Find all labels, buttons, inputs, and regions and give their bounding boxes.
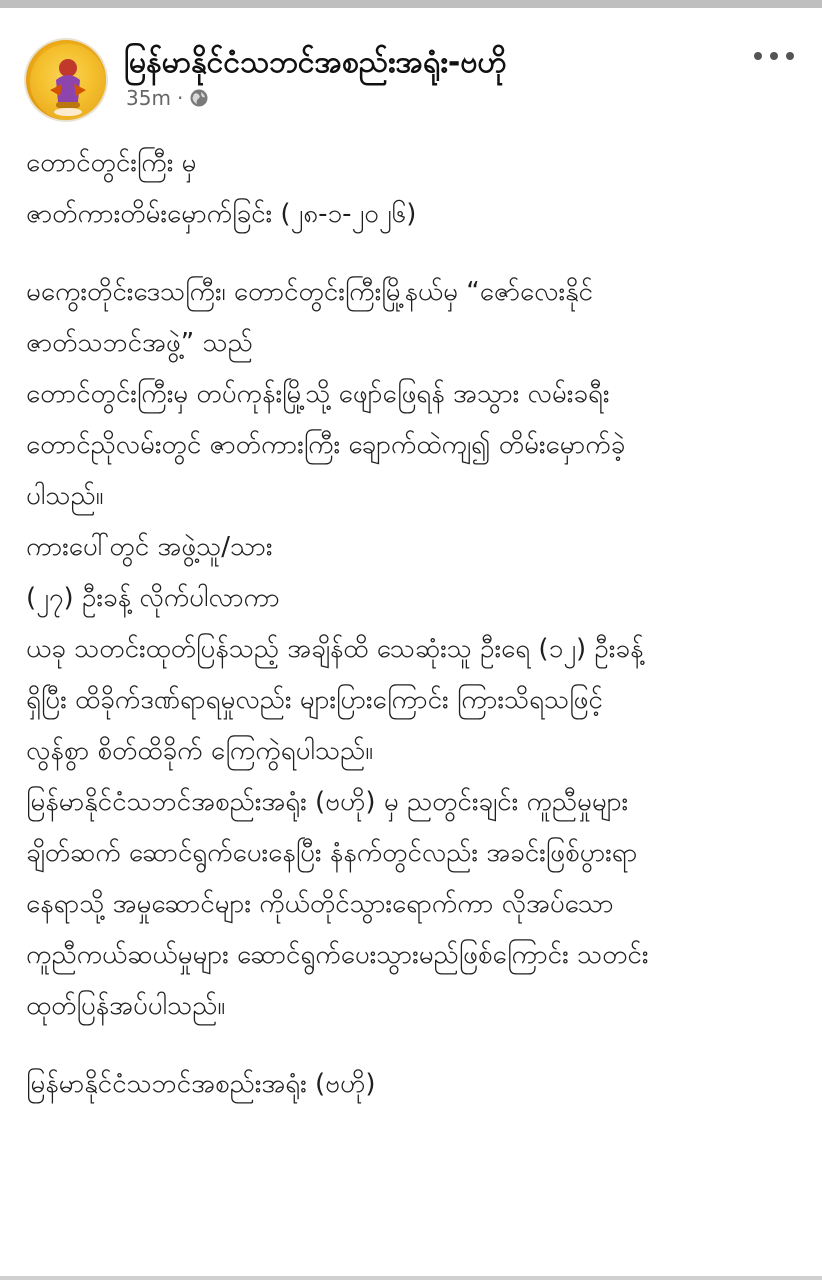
post-text-line: ထုတ်ပြန်အပ်ပါသည်။ — [26, 991, 226, 1021]
paragraph-gap — [26, 240, 806, 267]
post-text-line: မြန်မာနိုင်ငံသဘင်အစည်းအရုံး (ဗဟို) မှ ညတွင်းချင်း ကူညီမှုများ — [26, 787, 629, 817]
more-dot — [770, 52, 778, 60]
post-text-line: ယခု သတင်းထုတ်ပြန်သည့် အချိန်ထိ သေဆုံးသူ ဦးရေ (၁၂) ဦးခန့် — [26, 634, 644, 664]
post-signature: မြန်မာနိုင်ငံသဘင်အစည်းအရုံး (ဗဟို) — [26, 1069, 376, 1099]
paragraph-gap — [26, 1032, 806, 1059]
post-header — [24, 36, 798, 122]
more-horizontal-icon[interactable] — [754, 46, 794, 66]
organization-logo-icon — [26, 40, 108, 122]
meta-separator: · — [176, 86, 184, 110]
post-text-line: တောင်ညိုလမ်းတွင် ဇာတ်ကားကြီး ချောက်ထဲကျ၍ တိမ်းမှောက်ခဲ့ — [26, 430, 626, 460]
page-name[interactable]: မြန်မာနိုင်ငံသဘင်အစည်းအရုံး-ဗဟို — [124, 45, 507, 80]
post-text-line: ကူညီကယ်ဆယ်မှုများ ဆောင်ရွက်ပေးသွားမည်ဖြစ်ကြောင်း သတင်း — [26, 940, 649, 970]
post-body — [26, 138, 806, 1110]
top-divider — [0, 0, 822, 8]
globe-icon — [189, 88, 209, 108]
avatar[interactable] — [24, 38, 108, 122]
post-text-line: လွန်စွာ စိတ်ထိခိုက် ကြေကွဲရပါသည်။ — [26, 736, 374, 766]
more-dot — [786, 52, 794, 60]
post-text-line: ဇာတ်သဘင်အဖွဲ့” သည် — [26, 328, 253, 358]
post-text-line: ဇာတ်ကားတိမ်းမှောက်ခြင်း (၂၈-၁-၂၀၂၆) — [26, 199, 417, 229]
post-meta — [126, 86, 209, 110]
timestamp[interactable]: 35m — [126, 86, 171, 110]
post-text-line: တောင်တွင်းကြီးမှ တပ်ကုန်းမြို့သို့ ဖျော်ဖြေရန် အသွား လမ်းခရီး — [26, 379, 610, 409]
post-text-line: ချိတ်ဆက် ဆောင်ရွက်ပေးနေပြီး နံနက်တွင်လည်း အခင်းဖြစ်ပွားရာ — [26, 838, 638, 868]
post-text-line: တောင်တွင်းကြီး မှ — [26, 148, 197, 178]
post-text-line: ရှိပြီး ထိခိုက်ဒဏ်ရာရမှုလည်း များပြားကြောင်း ကြားသိရသဖြင့် — [26, 685, 603, 715]
post-text-line: မကွေးတိုင်းဒေသကြီး၊ တောင်တွင်းကြီးမြို့နယ်မှ “ဇော်လေးနိုင် — [26, 277, 593, 307]
post-text-line: ပါသည်။ — [26, 481, 104, 511]
post-text-line: (၂၇) ဦးခန့် လိုက်ပါလာကာ — [26, 583, 280, 613]
bottom-divider — [0, 1276, 822, 1280]
post-text-line: ကားပေါ်တွင် အဖွဲ့သူ/သား — [26, 532, 273, 562]
post-text-line: နေရာသို့ အမှုဆောင်များ ကိုယ်တိုင်သွားရောက်ကာ လိုအပ်သော — [26, 889, 614, 919]
more-dot — [754, 52, 762, 60]
